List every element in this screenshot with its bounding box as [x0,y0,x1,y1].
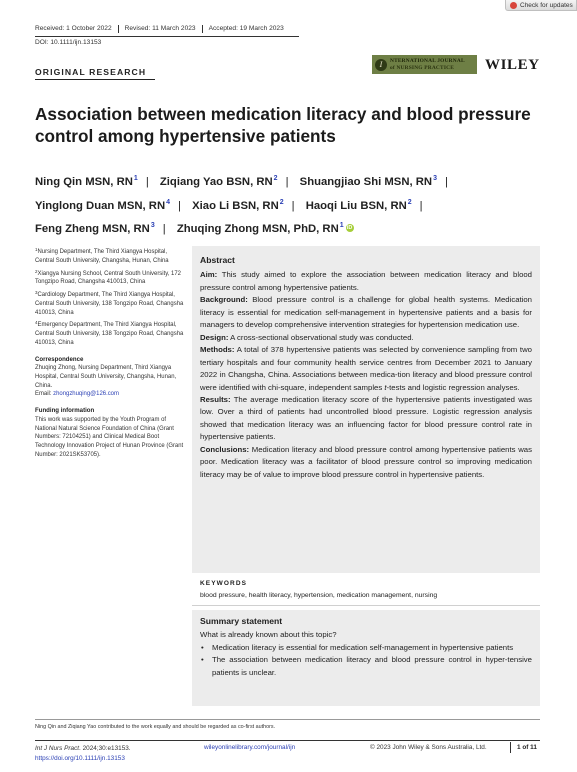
journal-logo [372,55,477,74]
affiliation-mark[interactable]: 2 [279,198,284,206]
page-number: 1 of 11 [510,742,537,753]
affiliation: $^2$Xiangya Nursing School, Central South University, 172 Tongzipo Road, Changsha 410013, China [35,268,181,286]
author[interactable]: Xiao Li BSN, $RN^2$ [192,198,284,212]
affiliation: $^3$Cardiology Department, The Third Xiangya Hospital, Central South University, 138 Tongzipo Road, Changsha 410013, China [35,290,184,316]
email-link[interactable]: zhongzhuqing@126.com [53,391,119,398]
summary-heading: Summary statement [200,616,283,626]
author[interactable]: Haoqi Liu BSN, $RN^2$ [305,198,412,212]
article-title: Association between medication literacy and blood pressure control among hypertensive patients [35,104,531,146]
author[interactable]: Zhuqing Zhong MSN, PhD, $RN^1$ iD [176,222,353,235]
abstract-background: Background: Blood pressure control is a challenge for global health systems. Medication literacy is essential for medication self-management in hypertensive patients and a basis for managers to develop comprehensive intervention strategies for hypertension medication use. [200,295,532,330]
section-divider [35,79,155,80]
abstract-design: Design: A cross-sectional observational study was conducted. [200,332,414,342]
abstract-aim: Aim: This study aimed to explore the association between medication literacy and blood pressure control among hypertensive patients. [200,270,532,292]
author[interactable]: Shuangjiao Shi MSN, $RN^3$ [299,175,437,188]
footer-divider [35,740,540,741]
journal-logo-mark: I [375,59,387,71]
affiliation-mark[interactable]: 1 [339,222,344,229]
journal-site-link[interactable]: wileyonlinelibrary.com/journal/ijn [204,744,296,751]
author[interactable]: Ziqiang Yao BSN, $RN^2$ [159,175,278,188]
keywords-heading: KEYWORDS [200,580,248,587]
affiliation-mark[interactable]: 3 [433,175,437,182]
abstract-heading: Abstract [200,255,235,265]
summary-list [200,642,532,679]
summary-item: • The association between medication literacy and blood pressure control in hyper-tensive patients is unclear. [200,654,532,679]
affiliation-mark[interactable]: 1 [133,175,138,182]
citation-details: . 2024;30:e13153. [79,745,131,752]
affiliation-mark[interactable]: 3 [150,222,155,229]
journal-logo-line1: NTERNATIONAL JOURNAL [390,58,465,65]
affiliation: $^1$Nursing Department, The Third Xiangya Hospital, Central South University, Changsha, Hunan, China [35,247,169,264]
check-for-updates-button[interactable] [505,0,577,11]
author[interactable]: Yinglong Duan MSN, $RN^4$ [35,198,171,212]
funding-text: This work was supported by the Youth Program of National Natural Science Foundation of China (Grant Numbers: 72104251) and Clinical Medical Boot Technology Innovation Project of Hunan Province (Grant Number: 2021SK53705). [35,416,184,458]
summary-statement-box [192,610,540,706]
abstract-conclusions: Conclusions: Medication literacy and blood pressure control among hypertensive patients was poor. Medication literacy was a facilitator of blood pressure control so improving medication literacy may be of value to improve blood pressure control in hypertensive patients. [200,444,532,479]
header-divider [35,36,299,37]
author-info-column [35,246,185,459]
author[interactable]: Feng Zheng MSN, $RN^3$ [35,222,155,235]
author[interactable]: Ning Qin MSN, $RN^1$ [35,175,138,188]
keywords-divider [192,605,540,606]
article-dates [35,25,290,33]
section-label: ORIGINAL RESEARCH [35,67,147,77]
funding-heading: Funding information [35,407,95,415]
abstract-results: Results: The average medication literacy score of the hypertensive patients investigated was low. Over a third of patients had uncontrolled blood pressure. Logistic regression analysis showed that medication literacy was an influencing factor for blood pressure control rate in hypertensive patients. [200,394,532,442]
affiliation-mark[interactable]: 2 [273,175,278,182]
summary-item: • Medication literacy is essential for medication self-management in hypertensive patients [200,642,532,654]
author-list: Ning Qin MSN, $RN^1$ | Ziqiang Yao BSN, $RN^2$ | Shuangjiao Shi MSN, $RN^3$ | Yinglong Duan MSN, $RN^4$ | Xiao Li BSN, $RN^2$ | Haoqi Liu BSN, $RN^2$ | Feng Zheng MSN, $RN^3$ | Zhuqing Zhong MSN, PhD, $RN^1$ iD [35,175,448,235]
journal-logo-line2: of NURSING PRACTICE [390,64,454,71]
correspondence-heading: Correspondence [35,355,84,363]
summary-question: What is already known about this topic? [200,630,337,640]
co-first-author-footnote: Ning Qin and Ziqiang Yao contributed to the work equally and should be regarded as co-first authors. [35,724,276,730]
abstract-methods: Methods: A total of 378 hypertensive patients was selected by convenience sampling from two tertiary hospitals and four community health service centres from December 2021 to January 2022 in Changsha, China. Associations between medica-tion literacy and blood pressure control were identified with chi-square, independent samples t-tests and logistic regression analyses. [200,345,532,392]
crossmark-icon [510,2,517,9]
affiliation-mark[interactable]: 4 [166,198,171,206]
orcid-icon[interactable]: iD [346,225,353,231]
correspondence-text: Zhuqing Zhong, Nursing Department, Third Xiangya Hospital, Central South University, Changsha, Hunan, China. [35,365,177,389]
check-for-updates-label: Check for updates [520,1,573,9]
publisher-logo: WILEY [485,57,540,73]
citation-journal: Int J Nurs Pract [35,745,80,752]
footnote-divider [35,719,540,720]
received-date: Received: 1 October 2022 [35,25,119,33]
affiliation: $^4$Emergency Department, The Third Xiangya Hospital, Central South University, 138 Tongzipo Road, Changsha 410013, China [35,320,184,346]
article-doi: DOI: 10.1111/ijn.13153 [35,39,102,46]
doi-link[interactable]: https://doi.org/10.1111/ijn.13153 [35,755,125,762]
footer-citation [35,744,131,764]
accepted-date: Accepted: 19 March 2023 [208,25,284,32]
abstract-box [192,246,540,573]
affiliation-mark[interactable]: 2 [407,198,412,206]
revised-date: Revised: 11 March 2023 [119,25,203,33]
keywords-list: blood pressure, health literacy, hypertension, medication management, nursing [200,592,438,599]
copyright: © 2023 John Wiley & Sons Australia, Ltd. [370,744,487,751]
correspondence-email: Email: zhongzhuqing@126.com [35,391,119,398]
